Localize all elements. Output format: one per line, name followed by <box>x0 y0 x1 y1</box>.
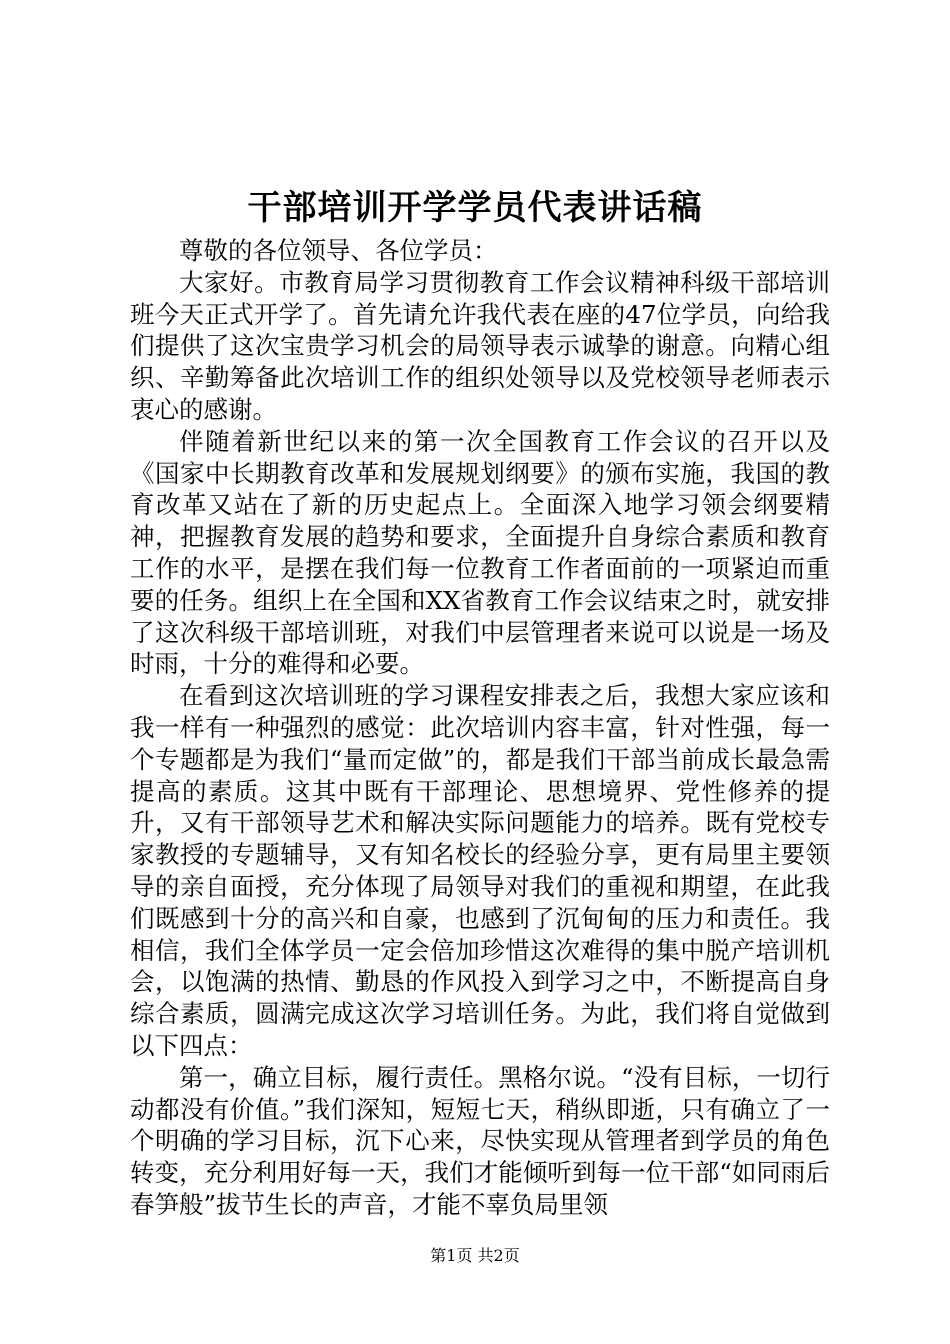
page-number-footer: 第1页 共2页 <box>430 1246 520 1265</box>
document-body <box>130 235 830 1221</box>
body-paragraph: 在看到这次培训班的学习课程安排表之后，我想大家应该和我一样有一种强烈的感觉：此次培训内容丰富，针对性强，每一个专题都是为我们“量而定做”的，都是我们干部当前成长最急需提高的素质。这其中既有干部理论、思想境界、党性修养的提升，又有干部领导艺术和解决实际问题能力的培养。既有党校专家教授的专题辅导，又有知名校长的经验分享，更有局里主要领导的亲自面授，充分体现了局领导对我们的重视和期望，在此我们既感到十分的高兴和自豪，也感到了沉甸甸的压力和责任。我相信，我们全体学员一定会倍加珍惜这次难得的集中脱产培训机会，以饱满的热情、勤恳的作风投入到学习之中，不断提高自身综合素质，圆满完成这次学习培训任务。为此，我们将自觉做到以下四点： <box>130 681 830 1060</box>
body-paragraph: 伴随着新世纪以来的第一次全国教育工作会议的召开以及《国家中长期教育改革和发展规划纲要》的颁布实施，我国的教育改革又站在了新的历史起点上。全面深入地学习领会纲要精神，把握教育发展的趋势和要求，全面提升自身综合素质和教育工作的水平，是摆在我们每一位教育工作者面前的一项紧迫而重要的任务。组织上在全国和XX省教育工作会议结束之时，就安排了这次科级干部培训班，对我们中层管理者来说可以说是一场及时雨，十分的难得和必要。 <box>130 426 830 679</box>
salutation-paragraph: 尊敬的各位领导、各位学员： <box>179 236 498 265</box>
body-paragraph: 第一，确立目标，履行责任。黑格尔说。“没有目标，一切行动都没有价值。”我们深知，短短七天，稍纵即逝，只有确立了一个明确的学习目标，沉下心来，尽快实现从管理者到学员的角色转变，充分利用好每一天，我们才能倾听到每一位干部“如同雨后春笋般”拔节生长的声音，才能不辜负局里领 <box>130 1062 830 1219</box>
document-title: 干部培训开学学员代表讲话稿 <box>247 188 703 228</box>
body-paragraph: 大家好。市教育局学习贯彻教育工作会议精神科级干部培训班今天正式开学了。首先请允许我代表在座的47位学员，向给我们提供了这次宝贵学习机会的局领导表示诚挚的谢意。向精心组织、辛勤筹备此次培训工作的组织处领导以及党校领导老师表示衷心的感谢。 <box>130 267 830 424</box>
